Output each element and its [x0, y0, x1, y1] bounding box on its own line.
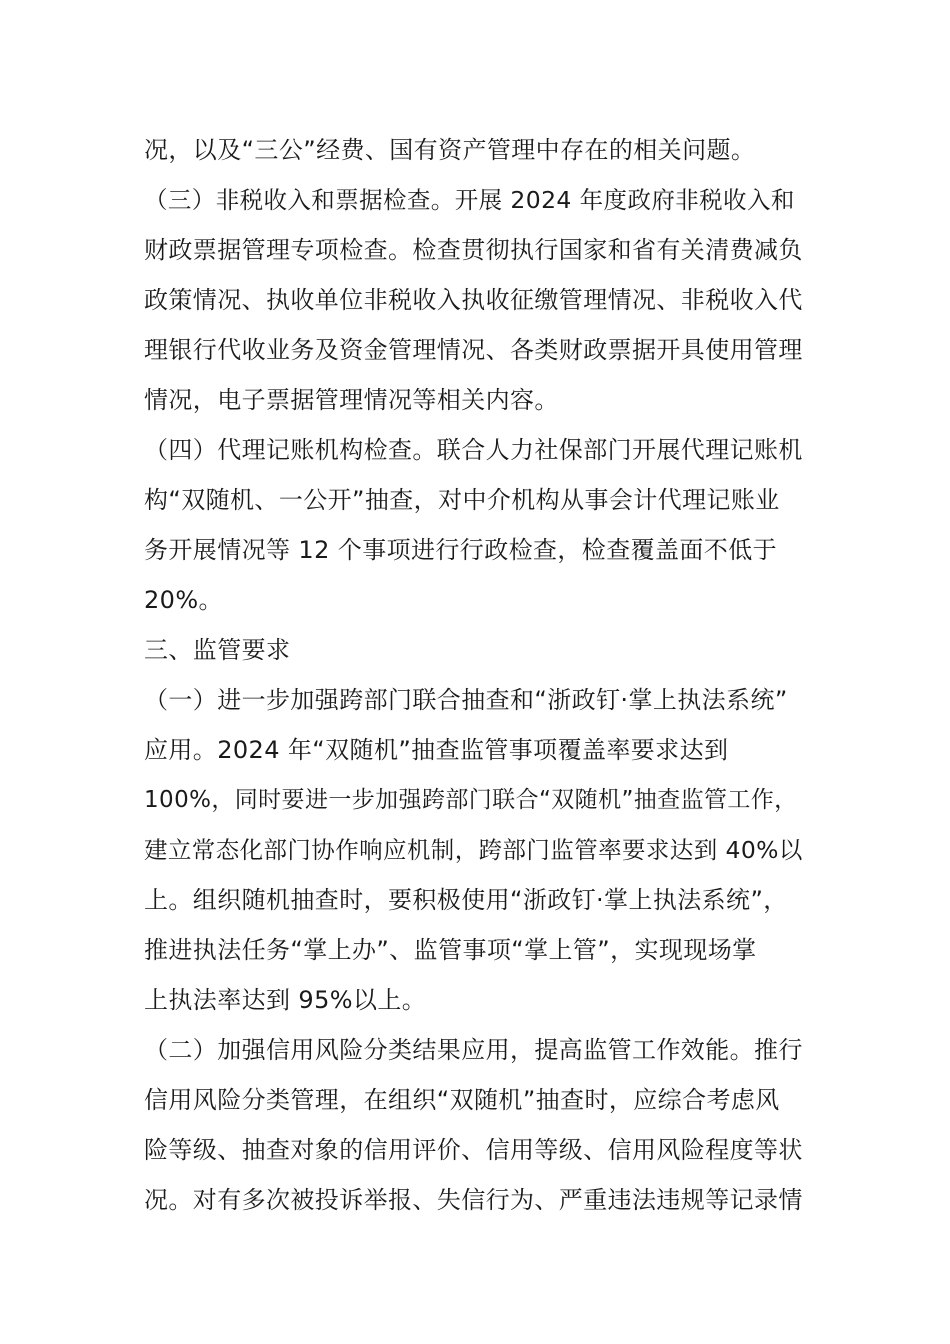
text-line: 信用风险分类管理，在组织“双随机”抽查时，应综合考虑风 — [144, 1086, 780, 1114]
text-line: 情况，电子票据管理情况等相关内容。 — [144, 386, 559, 414]
text-line: 构“双随机、一公开”抽查，对中介机构从事会计代理记账业 — [144, 486, 780, 514]
text-line: 况，以及“三公”经费、国有资产管理中存在的相关问题。 — [144, 136, 756, 164]
text-line: 况。对有多次被投诉举报、失信行为、严重违法违规等记录情 — [144, 1186, 803, 1214]
text-line: （四）代理记账机构检查。联合人力社保部门开展代理记账机 — [144, 436, 803, 464]
text-line: 应用。2024 年“双随机”抽查监管事项覆盖率要求达到 — [144, 736, 729, 764]
text-line: 建立常态化部门协作响应机制，跨部门监管率要求达到 40%以 — [144, 836, 803, 864]
text-line: 财政票据管理专项检查。检查贯彻执行国家和省有关清费减负 — [144, 236, 803, 264]
text-line: 20%。 — [144, 586, 223, 614]
text-line: 上。组织随机抽查时，要积极使用“浙政钉·掌上执法系统”， — [144, 886, 788, 914]
text-line: 务开展情况等 12 个事项进行行政检查，检查覆盖面不低于 — [144, 536, 777, 564]
text-line: （二）加强信用风险分类结果应用，提高监管工作效能。推行 — [144, 1036, 803, 1064]
text-line: （一）进一步加强跨部门联合抽查和“浙政钉·掌上执法系统” — [144, 686, 788, 714]
text-line: 理银行代收业务及资金管理情况、各类财政票据开具使用管理 — [144, 336, 803, 364]
text-line: 政策情况、执收单位非税收入执收征缴管理情况、非税收入代 — [144, 286, 803, 314]
text-line: （三）非税收入和票据检查。开展 2024 年度政府非税收入和 — [144, 186, 795, 214]
section-heading: 三、监管要求 — [144, 636, 291, 664]
text-line: 上执法率达到 95%以上。 — [144, 986, 427, 1014]
text-line: 100%，同时要进一步加强跨部门联合“双随机”抽查监管工作， — [144, 787, 798, 813]
text-line: 险等级、抽查对象的信用评价、信用等级、信用风险程度等状 — [144, 1136, 803, 1164]
text-line: 推进执法任务“掌上办”、监管事项“掌上管”，实现现场掌 — [144, 936, 757, 964]
